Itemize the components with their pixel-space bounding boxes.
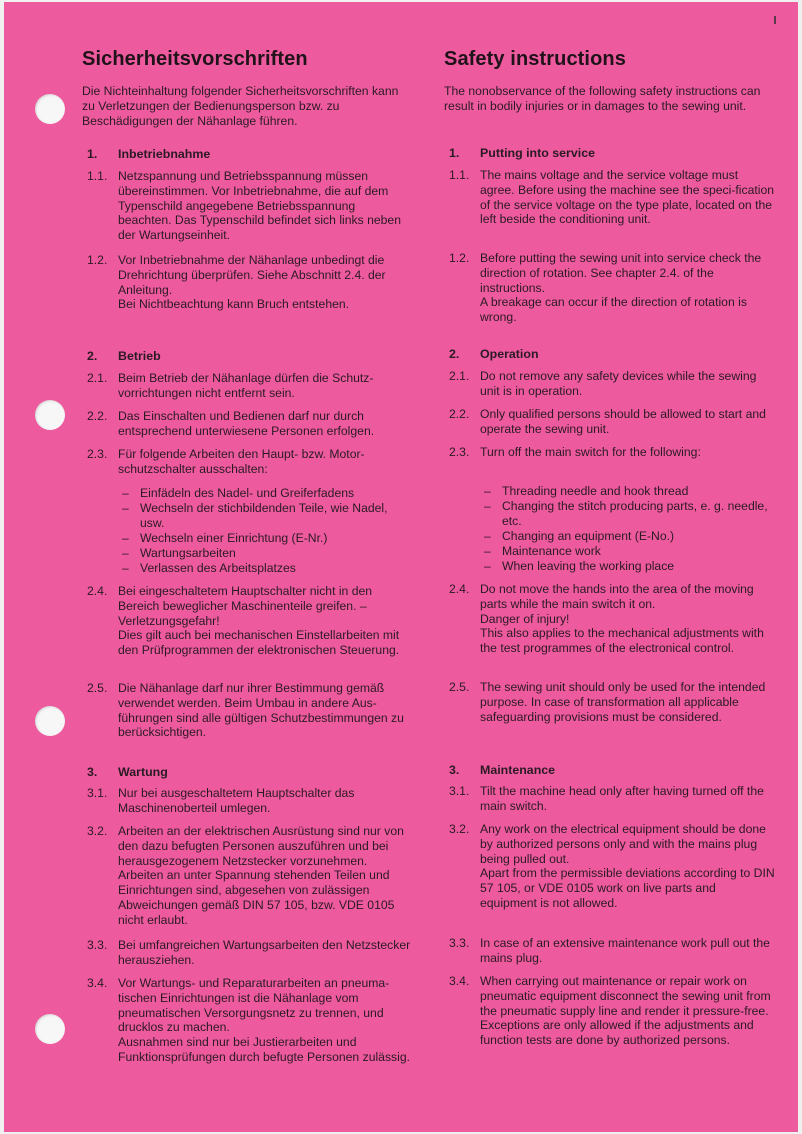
german-intro: Die Nichteinhaltung folgender Sicherheitsvorschriften kann zu Verletzungen der Bedienungsperson bzw. zu Beschädigungen der Nähanlage führen. — [82, 84, 399, 128]
english-title: Safety instructions — [444, 48, 626, 70]
punch-hole — [35, 94, 65, 124]
punch-hole — [35, 1014, 65, 1044]
german-column: Sicherheitsvorschriften Die Nichteinhaltung folgender Sicherheitsvorschriften kann zu Verletzungen der Bedienungsperson bzw. zu Beschädigungen der Nähanlage führen. 1. Inbetriebnahme 1.1. Netzspannung und Betriebsspannung müssen übereinstimmen. Vor Inbetriebnahme, die auf dem Typenschild angegebene Betriebsspannung beachten. Das Typenschild befindet sich links neben der Wartungseinheit. 1.2. Vor Inbetriebnahme der Nähanlage unbedingt die Drehrichtung überprüfen. Siehe Abschnitt 2.4. der Anleitung. Bei Nichtbeachtung kann Bruch entstehen. 2. Betrieb 2.1. Beim Betrieb der Nähanlage dürfen die Schutz-vorrichtungen nicht entfernt sein. 2.2. Das Einschalten und Bedienen darf nur durch entsprechend unterwiesene Personen erfolgen. 2.3. Für folgende Arbeiten den Haupt- bzw. Motor-schutzschalter ausschalten: – Einfädeln des Nadel- und Greiferfadens – Wechseln der stichbildenden Teile, wie Nadel, usw. – Wechseln einer Einrichtung (E-Nr.) – Wartungsarbeiten – Verlassen des Arbeitsplatzes 2.4. Bei eingeschaltetem Hauptschalter nicht in den Bereich beweglicher Maschinenteile greifen. – Verletzungsgefahr! Dies gilt auch bei mechanischen Einstellarbeiten mit den Prüfprogrammen der elektronischen Steuerung. 2.5. Die Nähanlage darf nur ihrer Bestimmung gemäß verwendet werden. Beim Umbau in andere Aus-führungen sind alle gültigen Schutzbestimmungen zu berücksichtigen. 3. Wartung 3.1. Nur bei ausgeschaltetem Hauptschalter das Maschinenoberteil umlegen. 3.2. Arbeiten an der elektrischen Ausrüstung sind nur von den dazu befugten Personen auszuführen und bei herausgezogenem Netzstecker vorzunehmen. Arbeiten an unter Spannung stehenden Teilen und Einrichtungen sind, abgesehen von zulässigen Abweichungen gemäß DIN 57 105, bzw. VDE 0105 nicht erlaubt. 3.3. Bei umfangreichen Wartungsarbeiten den Netzstecker herausziehen. 3.4. Vor Wartungs- und Reparaturarbeiten an pneuma-tischen Einrichtungen ist die Nähanlage vom pneumatischen Versorgungsnetz zu trennen, und drucklos zu machen. Ausnahmen sind nur bei Justierarbeiten und Funktionsprüfungen durch befugte Personen zulässig. — [82, 48, 411, 1064]
english-intro: The nonobservance of the following safety instructions can result in bodily injuries or in damages to the sewing unit. — [444, 84, 761, 113]
english-column: Safety instructions The nonobservance of the following safety instructions can result in bodily injuries or in damages to the sewing unit. 1. Putting into service 1.1. The mains voltage and the service voltage must agree. Before using the machine see the speci-fication of the service voltage on the type plate, located on the left beside the conditioning unit. 1.2. Before putting the sewing unit into service check the direction of rotation. See chapter 2.4. of the instructions. A breakage can occur if the direction of rotation is wrong. 2. Operation 2.1. Do not remove any safety devices while the sewing unit is in operation. 2.2. Only qualified persons should be allowed to start and operate the sewing unit. 2.3. Turn off the main switch for the following: – Threading needle and hook thread – Changing the stitch producing parts, e. g. needle, etc. – Changing an equipment (E-No.) – Maintenance work – When leaving the working place 2.4. Do not move the hands into the area of the moving parts while the main switch it on. Danger of injury! This also applies to the mechanical adjustments with the test programmes of the electronical control. 2.5. The sewing unit should only be used for the intended purpose. In case of transformation all applicable safeguarding provisions must be considered. 3. Maintenance 3.1. Tilt the machine head only after having turned off the main switch. 3.2. Any work on the electrical equipment should be done by authorized persons only and with the mains plug being pulled out. Apart from the permissible deviations according to DIN 57 105, or VDE 0105 work on live parts and equipment is not allowed. 3.3. In case of an extensive maintenance work pull out the mains plug. 3.4. When carrying out maintenance or repair work on pneumatic equipment disconnect the sewing unit from the pneumatic supply line and render it pressure-free. Exceptions are only allowed if the adjustments and function tests are done by authorized persons. — [444, 48, 775, 1048]
document-page — [4, 2, 798, 1132]
punch-hole — [35, 400, 65, 430]
german-title: Sicherheitsvorschriften — [82, 48, 308, 70]
punch-hole — [35, 706, 65, 736]
scan-mark — [774, 16, 776, 24]
